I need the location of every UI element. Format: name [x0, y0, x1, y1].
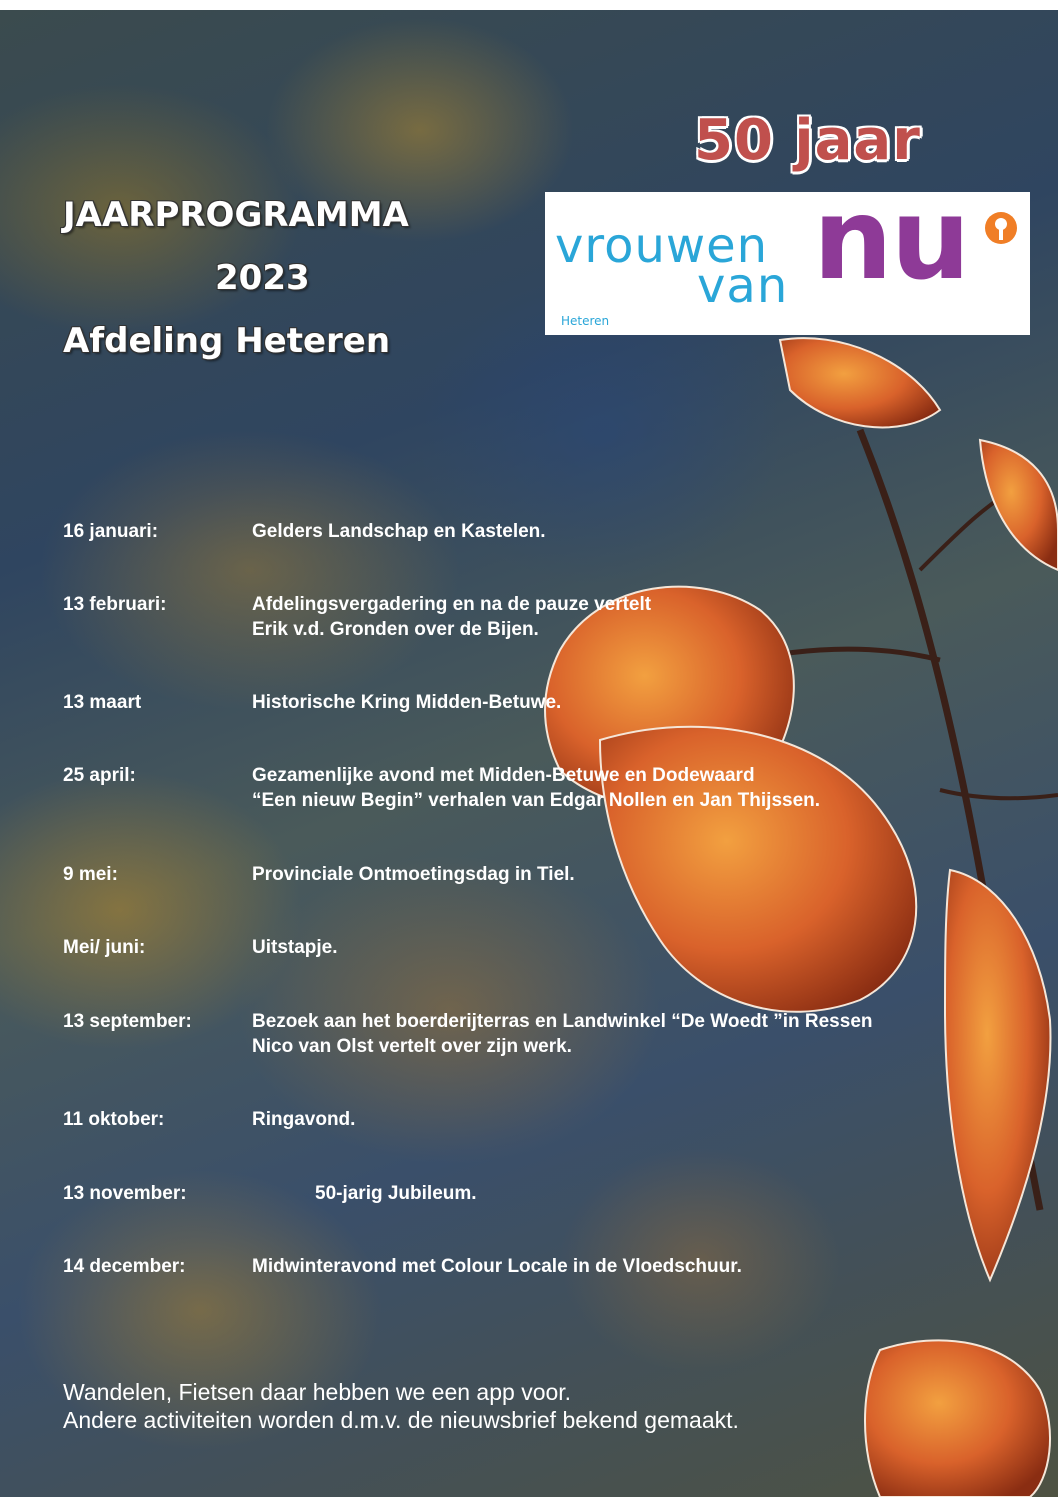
logo-branch-name: Heteren — [561, 314, 610, 328]
vrouwen-van-nu-logo — [545, 175, 1030, 335]
event-date: 14 december: — [63, 1256, 186, 1277]
title-afdeling: Afdeling Heteren — [63, 321, 391, 361]
logo-flower-icon — [983, 210, 1019, 246]
event-description: Ringavond. — [252, 1109, 356, 1130]
event-date: 25 april: — [63, 765, 136, 786]
event-description: Gelders Landschap en Kastelen. — [252, 521, 546, 542]
anniversary-heading: 50 jaar — [694, 108, 921, 173]
footer-note — [63, 1378, 739, 1434]
event-description: Uitstapje. — [252, 937, 338, 958]
event-date: 13 maart — [63, 692, 142, 713]
event-date: 13 november: — [63, 1183, 187, 1204]
event-date: 13 februari: — [63, 594, 167, 615]
logo-text-vrouwen: vrouwen — [555, 218, 769, 274]
event-description: Afdelingsvergadering en na de pauze vertelt Erik v.d. Gronden over de Bijen. — [252, 594, 652, 640]
poster-background — [0, 10, 1058, 1497]
title-jaarprogramma: JAARPROGRAMMA — [63, 195, 409, 235]
footer-line: Andere activiteiten worden d.m.v. de nieuwsbrief bekend gemaakt. — [63, 1407, 739, 1433]
logo-text-nu: nu — [813, 175, 969, 305]
event-date: 9 mei: — [63, 864, 118, 885]
event-date: 11 oktober: — [63, 1109, 165, 1130]
event-description: Provinciale Ontmoetingsdag in Tiel. — [252, 864, 575, 885]
title-year: 2023 — [215, 258, 310, 298]
event-description: Historische Kring Midden-Betuwe. — [252, 692, 562, 713]
event-description: Bezoek aan het boerderijterras en Landwinkel “De Woedt ”in Ressen Nico van Olst vertelt over zijn werk. — [252, 1011, 873, 1057]
event-date: 16 januari: — [63, 521, 159, 542]
event-description: 50-jarig Jubileum. — [315, 1183, 477, 1204]
event-date: 13 september: — [63, 1011, 192, 1032]
logo-text-van: van — [697, 258, 789, 314]
event-date: Mei/ juni: — [63, 937, 146, 958]
footer-line: Wandelen, Fietsen daar hebben we een app voor. — [63, 1379, 572, 1405]
event-description: Midwinteravond met Colour Locale in de Vloedschuur. — [252, 1256, 742, 1277]
event-description: Gezamenlijke avond met Midden-Betuwe en Dodewaard “Een nieuw Begin” verhalen van Edgar Nollen en Jan Thijssen. — [252, 765, 821, 811]
